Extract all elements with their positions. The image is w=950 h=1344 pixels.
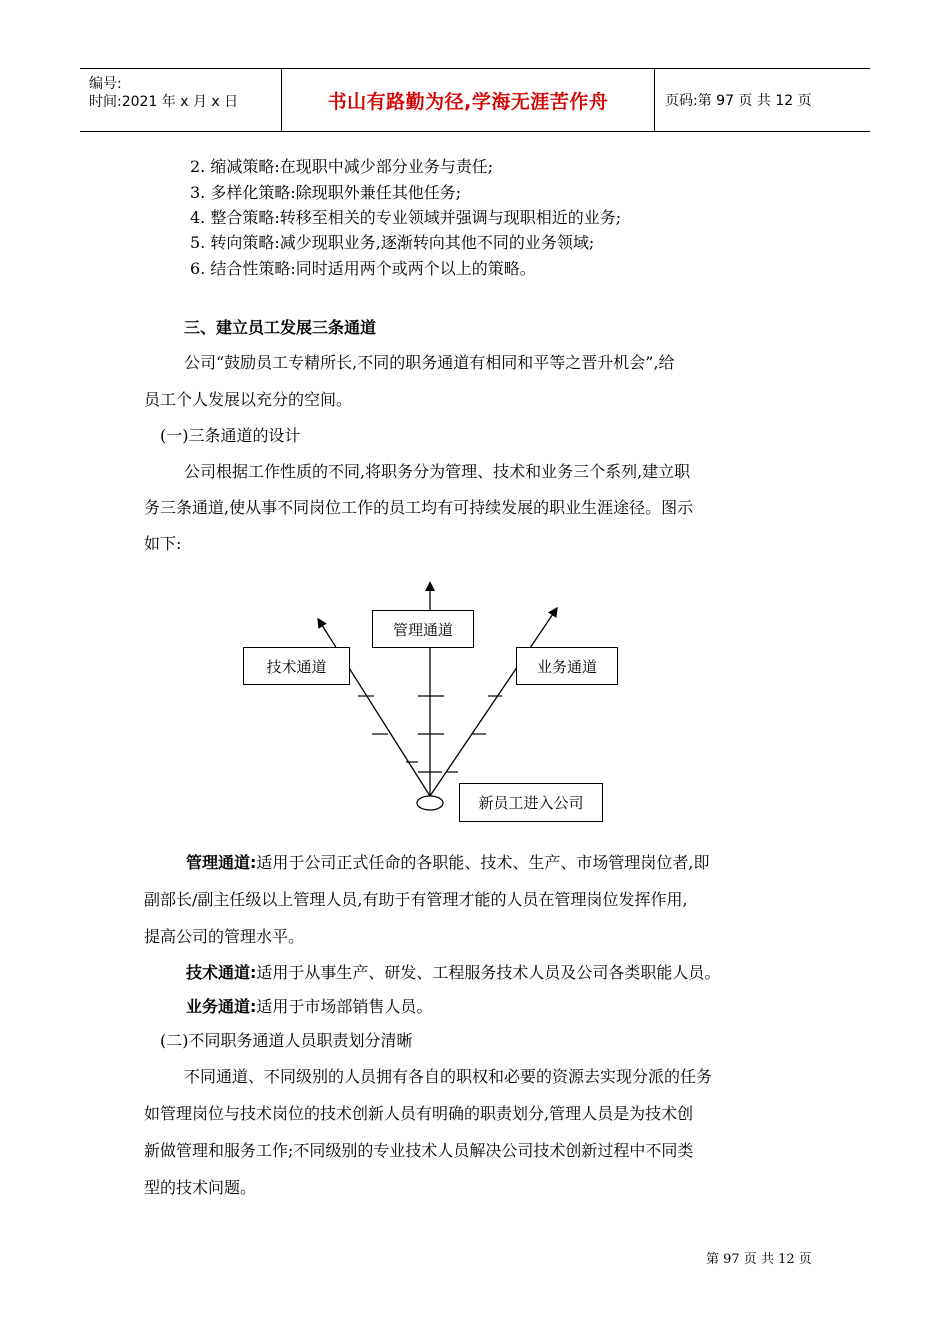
technical-channel-box: 技术通道 bbox=[243, 647, 350, 685]
origin-node bbox=[417, 796, 443, 810]
paragraph-line: 提高公司的管理水平。 bbox=[144, 927, 305, 946]
paragraph-line: 员工个人发展以充分的空间。 bbox=[144, 390, 353, 409]
strategy-item: 6. 结合性策略:同时适用两个或两个以上的策略。 bbox=[190, 259, 536, 278]
subsection-title: (二)不同职务通道人员职责划分清晰 bbox=[160, 1031, 413, 1050]
paragraph-line: 副部长/副主任级以上管理人员,有助于有管理才能的人员在管理岗位发挥作用, bbox=[144, 890, 688, 909]
paragraph-line: 务三条通道,使从事不同岗位工作的员工均有可持续发展的职业生涯途径。图示 bbox=[144, 498, 694, 517]
business-channel-label: 业务通道: bbox=[186, 997, 257, 1016]
paragraph-line: 新做管理和服务工作;不同级别的专业技术人员解决公司技术创新过程中不同类 bbox=[144, 1141, 694, 1160]
paragraph-line: 如下: bbox=[144, 534, 182, 553]
number-label: 编号: bbox=[89, 76, 122, 92]
strategy-item: 2. 缩减策略:在现职中减少部分业务与责任; bbox=[190, 157, 494, 176]
technical-channel-label: 技术通道: bbox=[186, 963, 257, 982]
management-channel-desc bbox=[186, 853, 710, 873]
header-meta bbox=[80, 69, 282, 131]
paragraph-line: 如管理岗位与技术岗位的技术创新人员有明确的职责划分,管理人员是为技术创 bbox=[144, 1104, 694, 1123]
page-footer: 第 97 页 共 12 页 bbox=[706, 1252, 812, 1267]
management-channel-text: 适用于公司正式任命的各职能、技术、生产、市场管理岗位者,即 bbox=[256, 853, 710, 872]
technical-channel-desc bbox=[186, 963, 720, 983]
header-motto: 书山有路勤为径,学海无涯苦作舟 bbox=[282, 69, 655, 131]
strategy-item: 3. 多样化策略:除现职外兼任其他任务; bbox=[190, 183, 462, 202]
paragraph-line: 公司根据工作性质的不同,将职务分为管理、技术和业务三个系列,建立职 bbox=[184, 462, 691, 481]
paragraph-line: 型的技术问题。 bbox=[144, 1178, 257, 1197]
new-employee-box: 新员工进入公司 bbox=[459, 783, 603, 822]
section-title: 三、建立员工发展三条通道 bbox=[184, 318, 377, 337]
page-header bbox=[80, 68, 870, 132]
technical-channel-text: 适用于从事生产、研发、工程服务技术人员及公司各类职能人员。 bbox=[256, 963, 721, 982]
strategy-item: 4. 整合策略:转移至相关的专业领域并强调与现职相近的业务; bbox=[190, 208, 622, 227]
business-channel-desc bbox=[186, 997, 432, 1017]
business-channel-box: 业务通道 bbox=[516, 647, 618, 685]
management-channel-box: 管理通道 bbox=[372, 610, 474, 648]
paragraph-line: 公司“鼓励员工专精所长,不同的职务通道有相同和平等之晋升机会”,给 bbox=[184, 353, 675, 372]
management-channel-label: 管理通道: bbox=[186, 853, 257, 872]
career-channel-diagram bbox=[230, 578, 630, 828]
time-label: 时间:2021 年 x 月 x 日 bbox=[89, 94, 239, 110]
header-page-number: 页码:第 97 页 共 12 页 bbox=[665, 93, 812, 109]
business-channel-text: 适用于市场部销售人员。 bbox=[256, 997, 433, 1016]
strategy-item: 5. 转向策略:减少现职业务,逐渐转向其他不同的业务领域; bbox=[190, 233, 595, 252]
subsection-title: (一)三条通道的设计 bbox=[160, 426, 301, 445]
paragraph-line: 不同通道、不同级别的人员拥有各自的职权和必要的资源去实现分派的任务 bbox=[184, 1067, 713, 1086]
